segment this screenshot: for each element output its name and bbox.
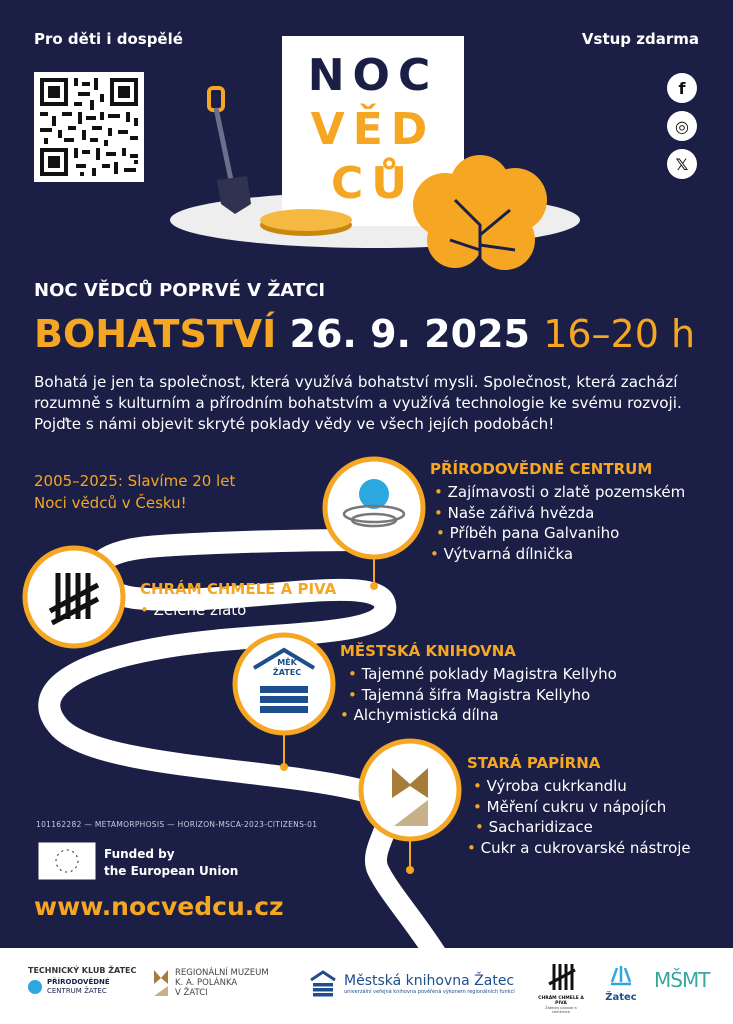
event-time: 16–20 h: [543, 312, 696, 356]
partner-chram-chmele: CHRÁM CHMELE A PIVA Žatecký pivovar a chmelnice: [536, 962, 586, 1014]
museum-icon: [152, 968, 170, 998]
event-date: 26. 9. 2025: [289, 312, 530, 356]
venue-marker-prirodovedne: [322, 456, 432, 596]
anniversary-line-1: 2005–2025: Slavíme 20 let: [34, 472, 236, 490]
venue-mestska-knihovna: [340, 642, 617, 726]
event-headline: [34, 312, 695, 356]
logo-line-3: CŮ: [330, 158, 416, 209]
venue-title: CHRÁM CHMELE A PIVA: [140, 580, 337, 598]
theme-label: BOHATSTVÍ: [34, 312, 277, 356]
list-item: • Tajemné poklady Magistra Kellyho: [348, 665, 617, 683]
website-link[interactable]: www.nocvedcu.cz: [34, 892, 284, 921]
partner-mestska-knihovna: Městská knihovna Žatec univerzální veřejná knihovna pověřená výkonem regionálních funkcí: [308, 970, 515, 998]
instagram-icon[interactable]: ◎: [667, 111, 697, 141]
list-item: • Cukr a cukrovarské nástroje: [467, 838, 691, 857]
qr-code[interactable]: [34, 72, 144, 182]
list-item: • Sacharidizace: [475, 818, 593, 836]
list-item: • Příběh pana Galvaniho: [436, 524, 620, 542]
facebook-icon[interactable]: f: [667, 73, 697, 103]
zatec-crest-icon: [608, 962, 634, 988]
partner-zatec: Žatec: [604, 962, 638, 1003]
venue-program-list: [340, 664, 617, 726]
venue-title: STARÁ PAPÍRNA: [467, 754, 601, 772]
x-icon[interactable]: 𝕏: [667, 149, 697, 179]
list-item: • Výroba cukrkandlu: [473, 777, 627, 795]
venue-stara-papirna: [467, 754, 691, 858]
science-center-icon: [28, 980, 42, 994]
golden-tree-brain-icon: [405, 155, 555, 280]
partner-msmt: MŠMT: [654, 968, 710, 992]
gold-coin-icon: [258, 205, 358, 239]
venue-marker-knihovna: [232, 632, 342, 772]
logo-line-1: NOC: [307, 50, 439, 101]
intro-paragraph: Bohatá je jen ta společnost, která využívá bohatství mysli. Společnost, která zachází rozumně s kulturním a přírodním bohatstvím a využívá technologie ke svému rozvoji. Pojďte s námi objevit skryté poklady vědy ve všech jejích podobách!: [34, 373, 682, 433]
partner-regionalni-muzeum: REGIONÁLNÍ MUZEUM K. A. POLÁNKA V ŽATCI: [152, 968, 269, 998]
venue-program-list: [467, 776, 691, 858]
audience-label: Pro děti i dospělé: [34, 30, 183, 48]
eu-flag-icon: [38, 842, 96, 880]
list-item: • Tajemná šifra Magistra Kellyho: [348, 685, 591, 704]
event-subtitle: NOC VĚDCŮ POPRVÉ V ŽATCI: [34, 280, 326, 301]
list-item: • Zajímavosti o zlatě pozemském: [434, 483, 686, 501]
venue-program-list: [430, 482, 685, 564]
shovel-icon: [195, 80, 275, 220]
list-item: • Výtvarná dílnička: [430, 544, 574, 563]
project-id: 101162282 — METAMORPHOSIS — HORIZON-MSCA-2023-CITIZENS-01: [36, 820, 318, 829]
venue-marker-chram: [22, 545, 132, 650]
venue-program-list: [140, 600, 336, 621]
venue-title: MĚSTSKÁ KNIHOVNA: [340, 642, 516, 660]
library-logo-icon: [308, 970, 338, 998]
hop-temple-icon: [546, 962, 576, 992]
venue-marker-papirna: [358, 738, 468, 883]
list-item: • Alchymistická dílna: [340, 706, 499, 724]
partner-technicky-klub: TECHNICKÝ KLUB ŽATEC PŘÍRODOVĚDNÉ CENTRUM ŽATEC: [28, 966, 137, 995]
venue-chram-chmele: [140, 580, 336, 621]
list-item: • Měření cukru v nápojích: [473, 797, 667, 816]
logo-line-2: VĚD: [310, 104, 436, 155]
library-badge: MĚK ŽATEC: [272, 658, 302, 677]
list-item: • Zelené zlato: [140, 601, 247, 619]
venue-prirodovedne-centrum: [430, 460, 685, 564]
partner-footer: [0, 948, 733, 1024]
eu-funding-text: Funded by the European Union: [104, 847, 239, 878]
list-item: • Naše zářivá hvězda: [434, 503, 595, 522]
venue-title: PŘÍRODOVĚDNÉ CENTRUM: [430, 460, 653, 478]
anniversary-note: [34, 470, 304, 514]
free-entry-label: Vstup zdarma: [581, 30, 699, 48]
anniversary-line-2: Noci vědců v Česku!: [34, 494, 187, 512]
